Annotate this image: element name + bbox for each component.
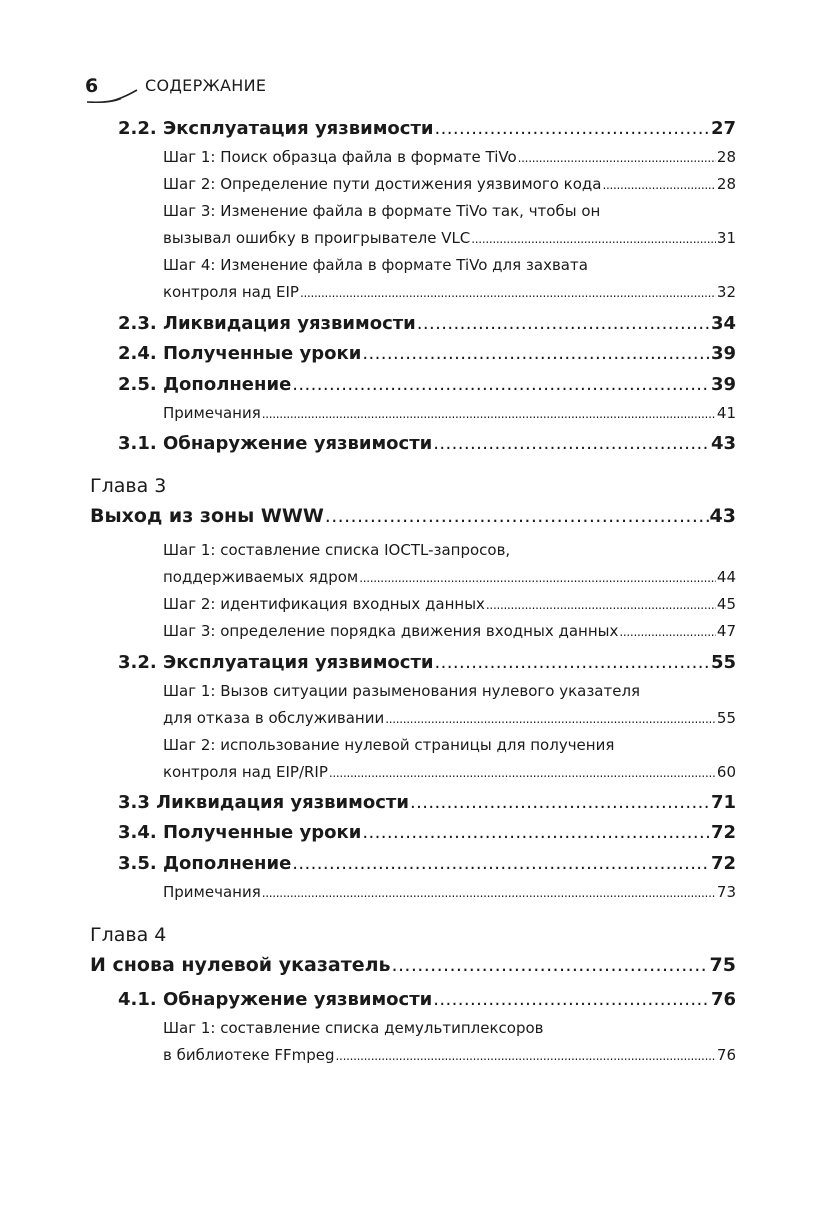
toc-entry-title: Примечания — [163, 883, 261, 901]
toc-leader-dots — [471, 228, 716, 249]
toc-entry-title: 3.2. Эксплуатация уязвимости — [118, 652, 434, 673]
toc-entry-title: 2.4. Полученные уроки — [118, 343, 362, 364]
toc-entry-step[interactable] — [163, 174, 736, 194]
toc-entry-step[interactable] — [163, 1045, 736, 1065]
toc-entry-page: 73 — [716, 883, 736, 901]
toc-entry-title-line[interactable]: Шаг 4: Изменение файла в формате TiVo для захвата — [163, 256, 588, 274]
toc-entry-section[interactable] — [118, 373, 736, 397]
toc-entry-page: 72 — [710, 822, 736, 843]
toc-entry-page: 28 — [716, 175, 736, 193]
toc-leader-dots — [359, 567, 716, 588]
toc-entry-section[interactable] — [118, 852, 736, 876]
toc-leader-dots — [336, 1045, 716, 1066]
toc-leader-dots — [300, 282, 716, 303]
toc-entry-step[interactable] — [163, 594, 736, 614]
toc-entry-title-line[interactable]: Шаг 3: Изменение файла в формате TiVo так, чтобы он — [163, 202, 601, 220]
toc-entry-title: вызывал ошибку в проигрывателе VLC — [163, 229, 471, 247]
toc-entry-title-line[interactable]: Шаг 1: составление списка IOCTL-запросов, — [163, 541, 511, 559]
toc-entry-page: 31 — [716, 229, 736, 247]
toc-leader-dots — [435, 117, 710, 141]
toc-leader-dots — [262, 882, 716, 903]
toc-entry-page: 43 — [709, 505, 736, 527]
toc-leader-dots — [392, 952, 709, 978]
toc-entry-page: 44 — [716, 568, 736, 586]
toc-entry-title: Шаг 3: определение порядка движения входных данных — [163, 622, 619, 640]
toc-leader-dots — [262, 403, 716, 424]
toc-leader-dots — [385, 708, 716, 729]
toc-entry-title: 3.4. Полученные уроки — [118, 822, 362, 843]
toc-entry-page: 60 — [716, 763, 736, 781]
toc-entry-notes[interactable] — [163, 882, 736, 902]
toc-leader-dots — [362, 342, 710, 366]
toc-leader-dots — [329, 762, 716, 783]
toc-entry-step[interactable] — [163, 228, 736, 248]
toc-entry-title: Выход из зоны WWW — [90, 505, 324, 527]
toc-entry-title: 2.5. Дополнение — [118, 374, 292, 395]
chapter-label: Глава 3 — [90, 475, 167, 497]
toc-entry-title: 4.1. Обнаружение уязвимости — [118, 989, 433, 1010]
page-number: 6 — [85, 75, 99, 97]
toc-entry-page: 72 — [710, 853, 736, 874]
toc-leader-dots — [292, 373, 710, 397]
toc-entry-title: Шаг 2: Определение пути достижения уязвимого кода — [163, 175, 602, 193]
toc-entry-section[interactable] — [118, 821, 736, 845]
toc-leader-dots — [417, 312, 710, 336]
toc-entry-step[interactable] — [163, 708, 736, 728]
toc-entry-page: 32 — [716, 283, 736, 301]
toc-leader-dots — [410, 791, 710, 815]
toc-entry-title: Примечания — [163, 404, 261, 422]
toc-entry-title: И снова нулевой указатель — [90, 954, 391, 976]
toc-leader-dots — [435, 651, 710, 675]
toc-entry-step[interactable] — [163, 147, 736, 167]
toc-entry-section[interactable] — [118, 651, 736, 675]
toc-leader-dots — [325, 503, 709, 529]
toc-entry-page: 76 — [710, 989, 736, 1010]
toc-entry-section[interactable] — [118, 342, 736, 366]
toc-entry-page: 39 — [710, 374, 736, 395]
toc-entry-title: 2.2. Эксплуатация уязвимости — [118, 118, 434, 139]
toc-leader-dots — [362, 821, 710, 845]
chapter-label: Глава 4 — [90, 924, 167, 946]
toc-entry-page: 27 — [710, 118, 736, 139]
toc-entry-section[interactable] — [118, 988, 736, 1012]
toc-entry-title: 3.3 Ликвидация уязвимости — [118, 792, 409, 813]
toc-entry-title: для отказа в обслуживании — [163, 709, 385, 727]
toc-entry-page: 47 — [716, 622, 736, 640]
toc-entry-section[interactable] — [118, 117, 736, 141]
toc-entry-title: в библиотеке FFmpeg — [163, 1046, 335, 1064]
toc-entry-title: 3.1. Обнаружение уязвимости — [118, 433, 433, 454]
toc-entry-page: 55 — [710, 652, 736, 673]
toc-leader-dots — [292, 852, 710, 876]
toc-leader-dots — [602, 174, 715, 195]
toc-entry-title: 2.3. Ликвидация уязвимости — [118, 313, 416, 334]
toc-leader-dots — [433, 988, 710, 1012]
toc-leader-dots — [619, 621, 716, 642]
toc-entry-section[interactable] — [118, 791, 736, 815]
toc-entry-title: Шаг 1: Поиск образца файла в формате TiVo — [163, 148, 517, 166]
toc-entry-step[interactable] — [163, 621, 736, 641]
toc-entry-page: 43 — [710, 433, 736, 454]
toc-entry-title-line[interactable]: Шаг 1: составление списка демультиплексоров — [163, 1019, 544, 1037]
toc-entry-page: 75 — [709, 954, 736, 976]
toc-entry-page: 39 — [710, 343, 736, 364]
toc-entry-title-line[interactable]: Шаг 1: Вызов ситуации разыменования нулевого указателя — [163, 682, 641, 700]
toc-entry-page: 41 — [716, 404, 736, 422]
toc-entry-notes[interactable] — [163, 403, 736, 423]
toc-entry-step[interactable] — [163, 762, 736, 782]
toc-leader-dots — [518, 147, 716, 168]
toc-entry-page: 55 — [716, 709, 736, 727]
toc-entry-step[interactable] — [163, 567, 736, 587]
toc-leader-dots — [433, 432, 710, 456]
toc-entry-title: Шаг 2: идентификация входных данных — [163, 595, 485, 613]
toc-entry-title-line[interactable]: Шаг 2: использование нулевой страницы для получения — [163, 736, 615, 754]
toc-entry-page: 28 — [716, 148, 736, 166]
toc-entry-page: 45 — [716, 595, 736, 613]
toc-entry-chapter[interactable] — [90, 952, 736, 978]
toc-entry-title: контроля над EIP — [163, 283, 299, 301]
toc-entry-title: контроля над EIP/RIP — [163, 763, 328, 781]
toc-entry-page: 71 — [710, 792, 736, 813]
toc-entry-page: 34 — [710, 313, 736, 334]
toc-entry-title: 3.5. Дополнение — [118, 853, 292, 874]
toc-entry-chapter[interactable] — [90, 503, 736, 529]
toc-entry-page: 76 — [716, 1046, 736, 1064]
toc-entry-section[interactable] — [118, 312, 736, 336]
toc-entry-title: поддерживаемых ядром — [163, 568, 359, 586]
toc-entry-step[interactable] — [163, 282, 736, 302]
toc-entry-section[interactable] — [118, 432, 736, 456]
toc-leader-dots — [486, 594, 716, 615]
running-title: СОДЕРЖАНИЕ — [145, 76, 267, 95]
